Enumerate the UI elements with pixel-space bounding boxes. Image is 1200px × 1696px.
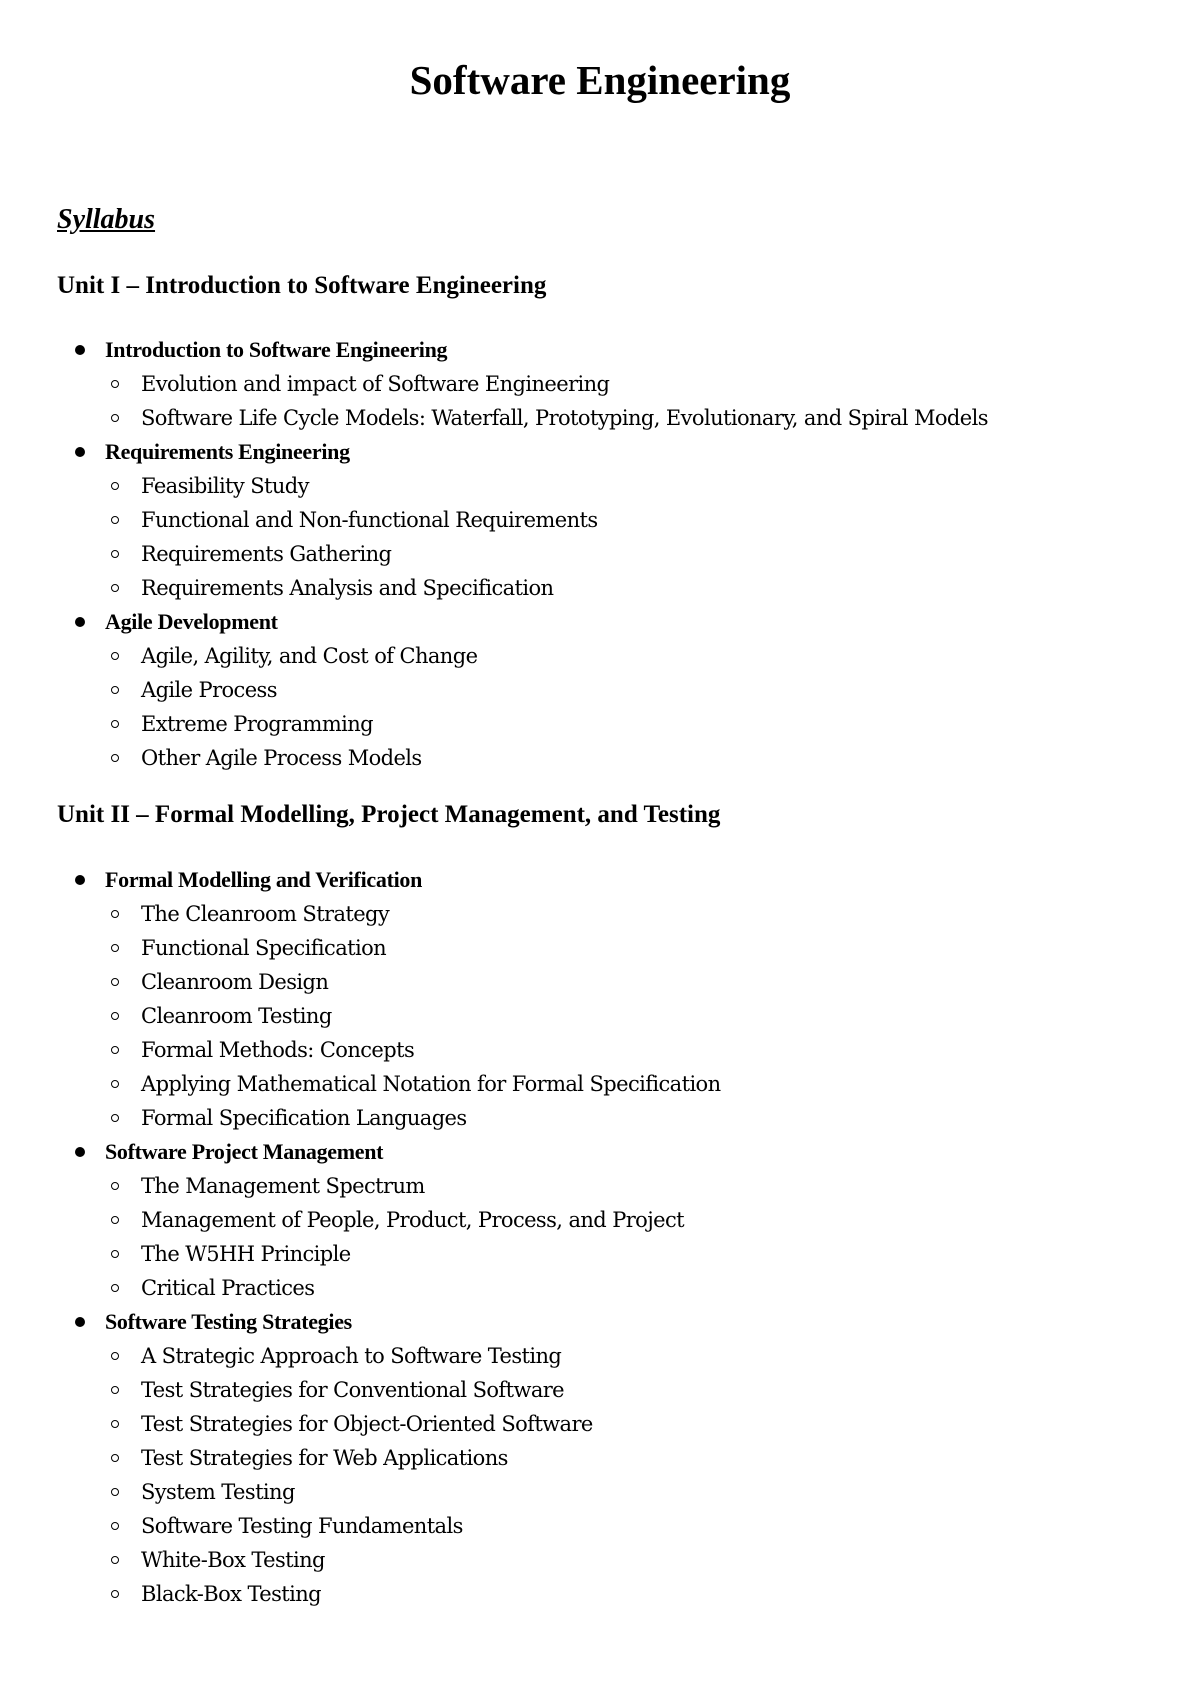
subtopic-label: Applying Mathematical Notation for Formal Specification — [141, 1072, 721, 1096]
circle-bullet-icon — [111, 380, 119, 388]
subtopic-item — [0, 673, 1200, 707]
subtopic-item — [0, 1543, 1200, 1577]
topic-title: Requirements Engineering — [105, 439, 350, 464]
subtopic-label: Software Life Cycle Models: Waterfall, Prototyping, Evolutionary, and Spiral Models — [141, 406, 988, 430]
unit-topic-list — [0, 863, 1200, 1611]
subtopic-item — [0, 897, 1200, 931]
topic-title: Agile Development — [105, 609, 278, 634]
circle-bullet-icon — [111, 1488, 119, 1496]
circle-bullet-icon — [111, 978, 119, 986]
circle-bullet-icon — [111, 584, 119, 592]
topic-title: Software Project Management — [105, 1139, 384, 1164]
subtopic-item — [0, 1237, 1200, 1271]
subtopic-label: Evolution and impact of Software Engineering — [141, 372, 610, 396]
subtopic-item — [0, 469, 1200, 503]
circle-bullet-icon — [111, 1216, 119, 1224]
circle-bullet-icon — [111, 1590, 119, 1598]
subtopic-label: A Strategic Approach to Software Testing — [141, 1344, 562, 1368]
subtopic-label: The Management Spectrum — [141, 1174, 425, 1198]
subtopic-list — [0, 897, 1200, 1135]
subtopic-item — [0, 367, 1200, 401]
subtopic-list — [0, 1339, 1200, 1611]
subtopic-label: The Cleanroom Strategy — [141, 902, 390, 926]
subtopic-item — [0, 401, 1200, 435]
subtopic-list — [0, 639, 1200, 775]
subtopic-label: Cleanroom Testing — [141, 1004, 332, 1028]
circle-bullet-icon — [111, 1046, 119, 1054]
circle-bullet-icon — [111, 686, 119, 694]
subtopic-list — [0, 367, 1200, 435]
circle-bullet-icon — [111, 910, 119, 918]
subtopic-label: Other Agile Process Models — [141, 746, 422, 770]
bullet-dot-icon — [75, 617, 85, 627]
topic-header — [0, 333, 1200, 367]
syllabus-heading: Syllabus — [57, 204, 156, 235]
bullet-dot-icon — [75, 1147, 85, 1157]
subtopic-item — [0, 1067, 1200, 1101]
unit-heading: Unit I – Introduction to Software Engineering — [57, 272, 547, 299]
topic — [0, 1135, 1200, 1305]
circle-bullet-icon — [111, 1386, 119, 1394]
subtopic-item — [0, 537, 1200, 571]
subtopic-label: Formal Methods: Concepts — [141, 1038, 415, 1062]
bullet-dot-icon — [75, 447, 85, 457]
topic — [0, 1305, 1200, 1611]
subtopic-item — [0, 1169, 1200, 1203]
unit-topic-list — [0, 333, 1200, 775]
subtopic-label: Black-Box Testing — [141, 1582, 321, 1606]
subtopic-label: The W5HH Principle — [141, 1242, 351, 1266]
subtopic-label: Cleanroom Design — [141, 970, 329, 994]
subtopic-item — [0, 1101, 1200, 1135]
circle-bullet-icon — [111, 1284, 119, 1292]
subtopic-item — [0, 741, 1200, 775]
circle-bullet-icon — [111, 1114, 119, 1122]
topic-header — [0, 1135, 1200, 1169]
subtopic-item — [0, 931, 1200, 965]
subtopic-label: Management of People, Product, Process, and Project — [141, 1208, 684, 1232]
bullet-dot-icon — [75, 875, 85, 885]
circle-bullet-icon — [111, 414, 119, 422]
circle-bullet-icon — [111, 944, 119, 952]
subtopic-label: Feasibility Study — [141, 474, 309, 498]
circle-bullet-icon — [111, 1080, 119, 1088]
subtopic-item — [0, 503, 1200, 537]
subtopic-item — [0, 707, 1200, 741]
subtopic-label: Requirements Gathering — [141, 542, 392, 566]
subtopic-label: System Testing — [141, 1480, 295, 1504]
circle-bullet-icon — [111, 720, 119, 728]
circle-bullet-icon — [111, 550, 119, 558]
subtopic-list — [0, 1169, 1200, 1305]
circle-bullet-icon — [111, 754, 119, 762]
subtopic-item — [0, 1441, 1200, 1475]
subtopic-label: Requirements Analysis and Specification — [141, 576, 554, 600]
subtopic-item — [0, 999, 1200, 1033]
subtopic-label: Extreme Programming — [141, 712, 374, 736]
circle-bullet-icon — [111, 1182, 119, 1190]
subtopic-item — [0, 1271, 1200, 1305]
subtopic-label: Formal Specification Languages — [141, 1106, 467, 1130]
unit-heading: Unit II – Formal Modelling, Project Management, and Testing — [57, 801, 721, 828]
circle-bullet-icon — [111, 1250, 119, 1258]
topic-header — [0, 863, 1200, 897]
subtopic-label: White-Box Testing — [141, 1548, 325, 1572]
circle-bullet-icon — [111, 1522, 119, 1530]
circle-bullet-icon — [111, 1012, 119, 1020]
topic-header — [0, 605, 1200, 639]
subtopic-label: Test Strategies for Conventional Software — [141, 1378, 565, 1402]
subtopic-label: Functional Specification — [141, 936, 387, 960]
subtopic-item — [0, 1509, 1200, 1543]
circle-bullet-icon — [111, 1556, 119, 1564]
circle-bullet-icon — [111, 1420, 119, 1428]
topic — [0, 605, 1200, 775]
topic-title: Introduction to Software Engineering — [105, 337, 448, 362]
circle-bullet-icon — [111, 516, 119, 524]
circle-bullet-icon — [111, 1454, 119, 1462]
subtopic-item — [0, 639, 1200, 673]
subtopic-label: Agile Process — [141, 678, 277, 702]
subtopic-label: Functional and Non-functional Requirements — [141, 508, 598, 532]
topic-title: Formal Modelling and Verification — [105, 867, 423, 892]
subtopic-label: Critical Practices — [141, 1276, 315, 1300]
topic — [0, 435, 1200, 605]
subtopic-item — [0, 1475, 1200, 1509]
circle-bullet-icon — [111, 652, 119, 660]
subtopic-item — [0, 1203, 1200, 1237]
subtopic-label: Agile, Agility, and Cost of Change — [141, 644, 478, 668]
circle-bullet-icon — [111, 1352, 119, 1360]
bullet-dot-icon — [75, 1317, 85, 1327]
topic-title: Software Testing Strategies — [105, 1309, 352, 1334]
topic-header — [0, 1305, 1200, 1339]
subtopic-item — [0, 571, 1200, 605]
subtopic-item — [0, 1339, 1200, 1373]
topic — [0, 863, 1200, 1135]
document-title: Software Engineering — [409, 57, 791, 103]
topic — [0, 333, 1200, 435]
subtopic-label: Test Strategies for Object-Oriented Software — [141, 1412, 593, 1436]
bullet-dot-icon — [75, 345, 85, 355]
subtopic-item — [0, 1577, 1200, 1611]
subtopic-label: Test Strategies for Web Applications — [141, 1446, 508, 1470]
subtopic-list — [0, 469, 1200, 605]
subtopic-item — [0, 1033, 1200, 1067]
subtopic-item — [0, 1407, 1200, 1441]
subtopic-label: Software Testing Fundamentals — [141, 1514, 463, 1538]
subtopic-item — [0, 965, 1200, 999]
circle-bullet-icon — [111, 482, 119, 490]
subtopic-item — [0, 1373, 1200, 1407]
topic-header — [0, 435, 1200, 469]
